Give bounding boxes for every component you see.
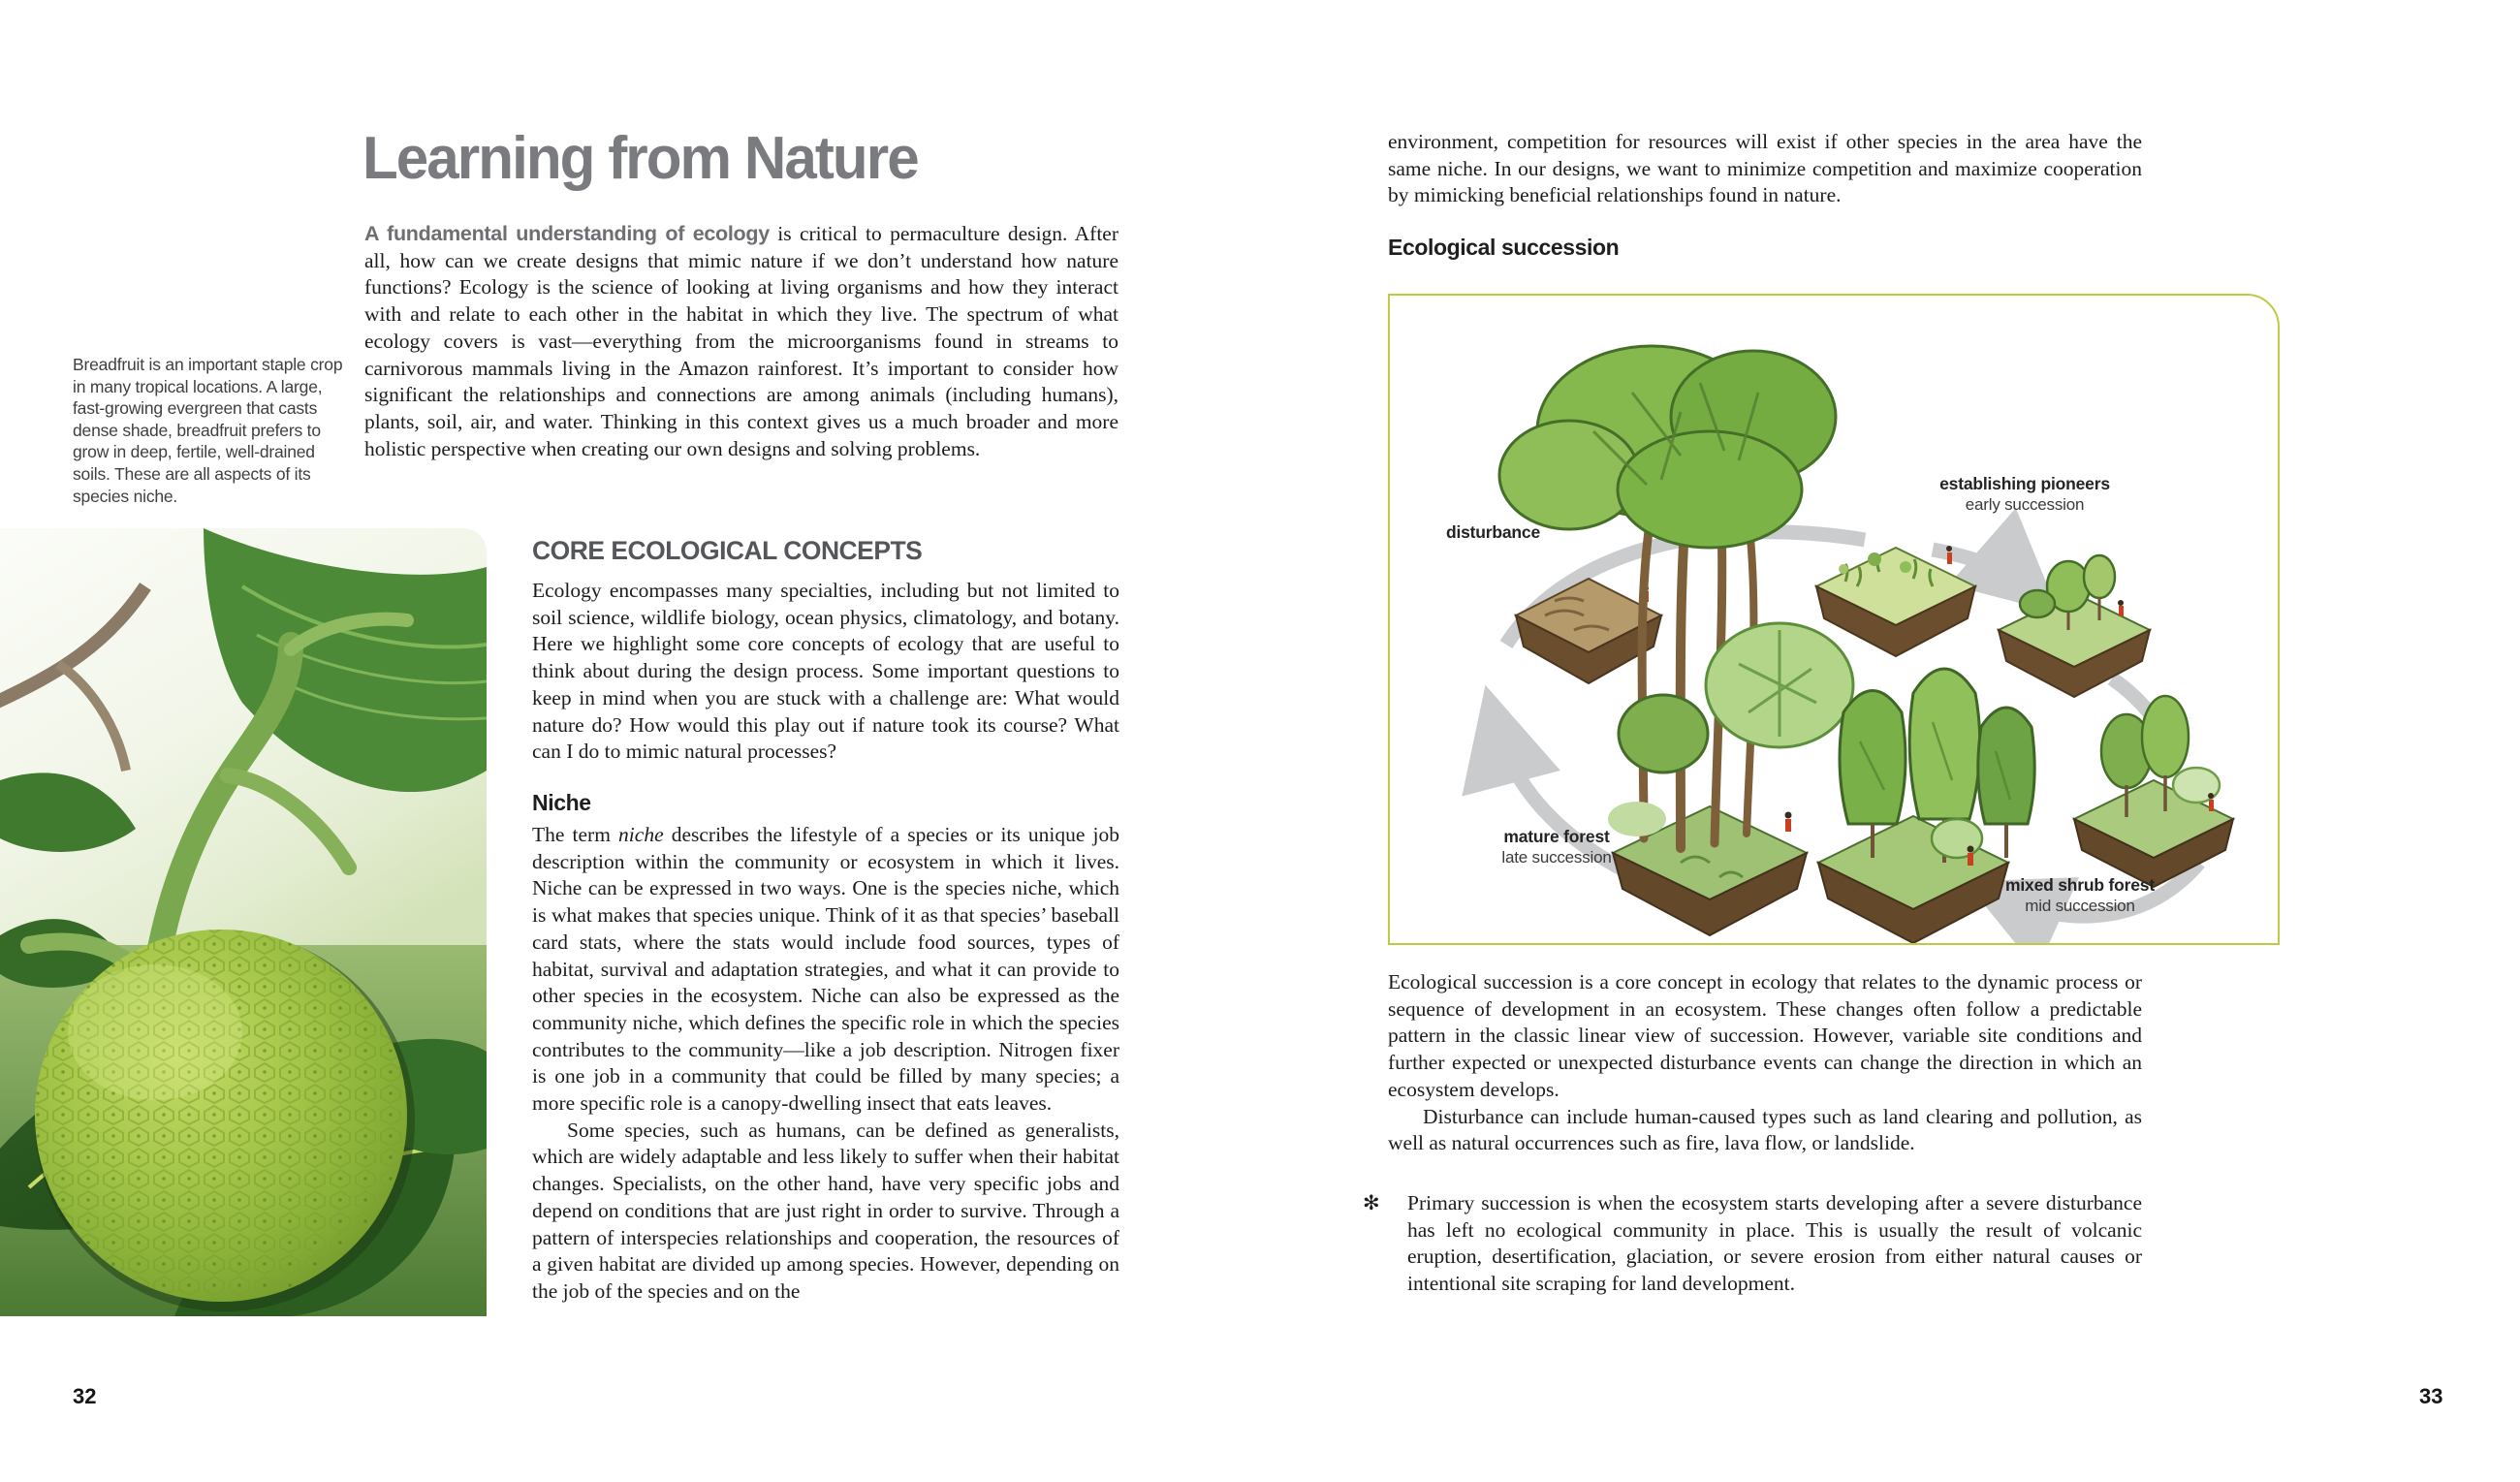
asterisk-bullet-icon: ✻: [1363, 1191, 1380, 1214]
niche-term: niche: [618, 823, 664, 846]
intro-text: is critical to permaculture design. After all, how can we create designs that mimic nature if we don’t understand how nature functions? Ecology is the science of looking at living organisms and how they interact with and relate to each other in the habitat in which they live. The spectrum of what ecology covers is vast—everything from the microorganisms found in streams to carnivorous mammals living in the Amazon rainforest. It’s important to consider how significant the relationships and connections are among animals (including humans), plants, soil, air, and water. Thinking in this context gives us a much broader and more holistic perspective when creating our own designs and solving problems.: [364, 222, 1118, 460]
succession-body: [1388, 969, 2142, 1157]
succession-paragraph-1: Ecological succession is a core concept in ecology that relates to the dynamic process or sequence of development in an ecosystem. These changes often follow a predictable pattern in the classic linear view of succession. However, variable site conditions and further expected or unexpected disturbance events can change the direction in which an ecosystem develops.: [1388, 970, 2142, 1101]
label-mixed: mixed shrub forest mid succession: [2005, 875, 2155, 915]
label-pioneers: establishing pioneers early succession: [1939, 474, 2110, 514]
mid-succession-plot: [2074, 696, 2233, 887]
section-body: Ecology encompasses many specialties, including but not limited to soil science, wildlife biology, ocean physics, climatology, and botany. Here we highlight some core concepts of ecology that are useful to think about during the design process. Some important questions to keep in mind when you are stuck with a challenge are: What would nature do? How would this play out if nature took its course? What can I do to mimic natural processes?: [532, 579, 1119, 764]
label-mature: mature forest late succession: [1501, 827, 1612, 867]
niche-paragraph-2: Some species, such as humans, can be defined as generalists, which are widely adaptable and less likely to suffer when their habitat changes. Specialists, on the other hand, have very specific jobs and depend on conditions that are just right in order to survive. Through a pattern of interspecies relationships and cooperation, the resources of a given habitat are divided up among species. However, depending on the job of the species and on the: [532, 1118, 1119, 1303]
primary-succession-bullet: [1357, 1190, 2142, 1298]
section-heading: CORE ECOLOGICAL CONCEPTS: [532, 536, 923, 565]
page-title: Learning from Nature: [362, 125, 918, 192]
early-succession-plot: [1816, 546, 1975, 656]
label-disturbance: disturbance: [1446, 522, 1540, 542]
page-number-right: 33: [2419, 1384, 2443, 1408]
breadfruit-photo-art: [0, 528, 487, 1316]
page-number-left: 32: [73, 1384, 97, 1408]
photo-caption: Breadfruit is an important staple crop in many tropical locations. A large, fast-growing evergreen that casts dense shade, breadfruit prefers to grow in deep, fertile, well-drained soils. These are all aspects of its species niche.: [73, 355, 343, 506]
breadfruit-photo: [0, 528, 487, 1316]
intro-paragraph: [364, 221, 1118, 462]
succession-figure: [1388, 294, 2280, 945]
niche-body: [532, 822, 1119, 1306]
succession-heading: Ecological succession: [1388, 235, 1620, 260]
right-intro: environment, competition for resources will exist if other species in the area have the same niche. In our designs, we want to minimize competition and maximize cooperation by mimicking beneficial relationships found in nature.: [1388, 130, 2142, 207]
intro-lead-in: A fundamental understanding of ecology: [364, 222, 770, 245]
succession-paragraph-2: Disturbance can include human-caused types such as land clearing and pollution, as well as natural occurrences such as fire, lava flow, or landslide.: [1388, 1104, 2142, 1155]
bullet-text: Primary succession is when the ecosystem starts developing after a severe disturbance has left no ecological community in place. This is usually the result of volcanic eruption, desertification, glaciation, or severe erosion from either natural causes or intentional site scraping for land development.: [1407, 1191, 2142, 1296]
niche-heading: Niche: [532, 790, 591, 815]
niche-paragraph-1: The term niche describes the lifestyle of a species or its unique job description within the community or ecosystem in which it lives. Niche can be expressed in two ways. One is the species niche, which is what makes that species unique. Think of it as that species’ baseball card stats, where the stats would include food sources, types of habitat, survival and adaptation strategies, and what it can provide to other species in the ecosystem. Niche can also be expressed as the community niche, which defines the specific role in which the species contributes to the community—like a job description. Nitrogen fixer is one job in a community that could be filled by many species; a more specific role is a canopy-dwelling insect that eats leaves.: [532, 823, 1119, 1116]
